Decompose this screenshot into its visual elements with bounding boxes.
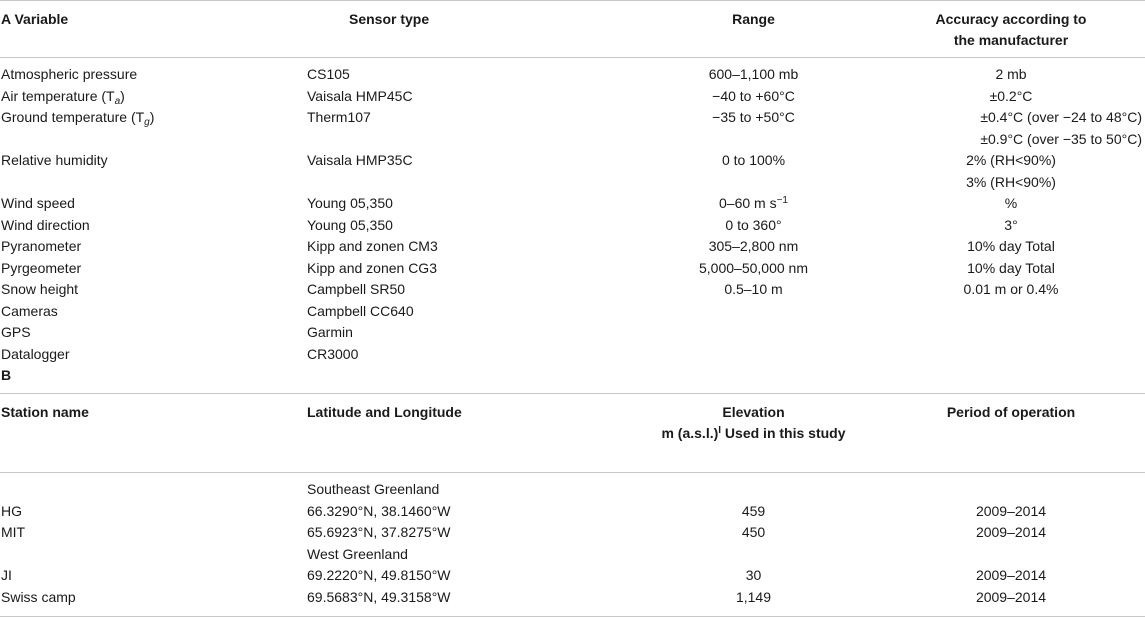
cell-sensor: Campbell SR50 <box>307 281 406 297</box>
cell-station: JI <box>1 567 12 583</box>
cell-variable: GPS <box>1 324 31 340</box>
cell-variable: Datalogger <box>1 345 70 362</box>
cell-elevation: 459 <box>741 502 766 519</box>
cell-range: −35 to +50°C <box>712 109 795 125</box>
cell-variable: Wind direction <box>1 216 90 233</box>
cell-station: HG <box>1 502 22 519</box>
cell-variable: Wind speed <box>1 195 75 211</box>
header-accuracy <box>877 1 1145 58</box>
table-row <box>0 150 1145 193</box>
header-period: Period of operation <box>946 404 1076 420</box>
cell-sensor: Therm107 <box>307 109 371 125</box>
table-row <box>0 344 1145 366</box>
region-west-greenland: West Greenland <box>307 545 408 562</box>
cell-accuracy: 0.01 m or 0.4% <box>963 281 1059 297</box>
cell-latlon: 69.5683°N, 49.3158°W <box>307 588 451 605</box>
cell-elevation: 30 <box>745 567 762 583</box>
table-row <box>0 193 1145 215</box>
cell-sensor: Young 05,350 <box>307 195 393 211</box>
cell-accuracy-line2: 3% (RH<90%) <box>966 173 1056 190</box>
cell-variable-subscript: g <box>144 117 150 128</box>
cell-range-superscript: −1 <box>776 195 788 206</box>
header-elevation-line2 <box>630 423 877 444</box>
cell-sensor: CS105 <box>307 66 350 82</box>
cell-latlon: 66.3290°N, 38.1460°W <box>307 502 451 519</box>
cell-accuracy: % <box>1004 195 1018 211</box>
cell-variable-subscript: a <box>114 95 121 107</box>
cell-sensor: Vaisala HMP45C <box>307 87 413 104</box>
table-row <box>0 522 1145 544</box>
cell-elevation: 1,149 <box>735 588 772 605</box>
cell-variable-text-end: ) <box>120 87 125 104</box>
cell-variable-text-end: ) <box>149 109 155 125</box>
cell-variable: Atmospheric pressure <box>1 66 138 82</box>
cell-accuracy <box>877 107 1145 150</box>
cell-period: 2009–2014 <box>975 524 1047 540</box>
region-southeast-greenland: Southeast Greenland <box>307 481 440 497</box>
table-row <box>0 86 1145 108</box>
header-sensor-type: Sensor type <box>349 11 430 27</box>
cell-range: −40 to +60°C <box>712 87 795 104</box>
cell-accuracy: 2 mb <box>995 66 1027 82</box>
cell-variable-text: Air temperature (T <box>1 87 115 104</box>
cell-range: 0.5–10 m <box>724 281 783 297</box>
cell-variable: Relative humidity <box>1 152 108 168</box>
cell-range: 600–1,100 mb <box>708 66 799 82</box>
cell-period: 2009–2014 <box>975 588 1047 605</box>
cell-sensor: Young 05,350 <box>307 216 393 233</box>
cell-range: 0 to 100% <box>721 152 786 168</box>
cell-accuracy-line1: 2% (RH<90%) <box>966 152 1056 168</box>
cell-sensor: Campbell CC640 <box>307 302 414 319</box>
cell-variable <box>0 107 307 150</box>
cell-accuracy-line2: ±0.9°C (over −35 to 50°C) <box>980 130 1142 147</box>
cell-variable: Cameras <box>1 302 58 319</box>
header-elevation-line1: Elevation <box>722 404 785 420</box>
header-accuracy-line1: Accuracy according to <box>935 11 1087 27</box>
cell-range: 5,000–50,000 nm <box>699 259 808 276</box>
table-row <box>0 58 1145 86</box>
header-station-name: Station name <box>1 404 89 420</box>
header-elevation <box>630 394 877 473</box>
cell-variable: Pyrgeometer <box>1 259 82 276</box>
cell-variable-text: Ground temperature (T <box>1 109 145 125</box>
cell-accuracy: 10% day Total <box>967 238 1055 254</box>
cell-accuracy <box>877 150 1145 193</box>
cell-sensor: Garmin <box>307 324 353 340</box>
header-elevation-unit: m (a.s.l.) <box>661 425 719 441</box>
table-row <box>0 107 1145 150</box>
header-range: Range <box>732 11 775 27</box>
cell-sensor: Vaisala HMP35C <box>307 152 413 168</box>
table-row <box>0 236 1145 258</box>
cell-sensor: Kipp and zonen CM3 <box>307 238 438 254</box>
cell-variable <box>0 86 307 108</box>
table-row <box>0 587 1145 617</box>
section-b-label: B <box>1 367 12 383</box>
cell-elevation: 450 <box>741 524 766 540</box>
region-row <box>0 473 1145 501</box>
table-row <box>0 501 1145 523</box>
cell-period: 2009–2014 <box>975 567 1047 583</box>
cell-range: 0 to 360° <box>725 216 782 233</box>
cell-variable: Pyranometer <box>1 238 82 254</box>
table-row <box>0 215 1145 237</box>
cell-accuracy: 10% day Total <box>967 259 1055 276</box>
table-row <box>0 301 1145 323</box>
section-b-header-row <box>0 394 1145 473</box>
cell-range-text: 0–60 m s <box>719 195 777 211</box>
cell-range <box>630 193 877 215</box>
section-a-header-row <box>0 1 1145 58</box>
cell-period: 2009–2014 <box>975 502 1047 519</box>
table-row <box>0 258 1145 280</box>
cell-accuracy: ±0.2°C <box>989 87 1033 104</box>
header-lat-lon: Latitude and Longitude <box>307 404 462 420</box>
header-elevation-superscript: I <box>718 425 722 436</box>
cell-latlon: 69.2220°N, 49.8150°W <box>307 567 451 583</box>
table-row <box>0 322 1145 344</box>
section-b-label-row <box>0 365 1145 394</box>
header-variable: A Variable <box>1 11 69 27</box>
cell-range: 305–2,800 nm <box>708 238 799 254</box>
cell-accuracy: 3° <box>1004 216 1018 233</box>
header-elevation-note: Used in this study <box>721 425 846 441</box>
cell-accuracy-line1: ±0.4°C (over −24 to 48°C) <box>980 109 1142 125</box>
cell-station: Swiss camp <box>1 588 76 605</box>
header-accuracy-line2: the manufacturer <box>953 32 1069 48</box>
region-row <box>0 544 1145 566</box>
cell-sensor: Kipp and zonen CG3 <box>307 259 437 276</box>
cell-sensor: CR3000 <box>307 345 359 362</box>
cell-station: MIT <box>1 524 26 540</box>
table-row <box>0 279 1145 301</box>
table-row <box>0 565 1145 587</box>
cell-latlon: 65.6923°N, 37.8275°W <box>307 524 451 540</box>
cell-variable: Snow height <box>1 281 79 297</box>
